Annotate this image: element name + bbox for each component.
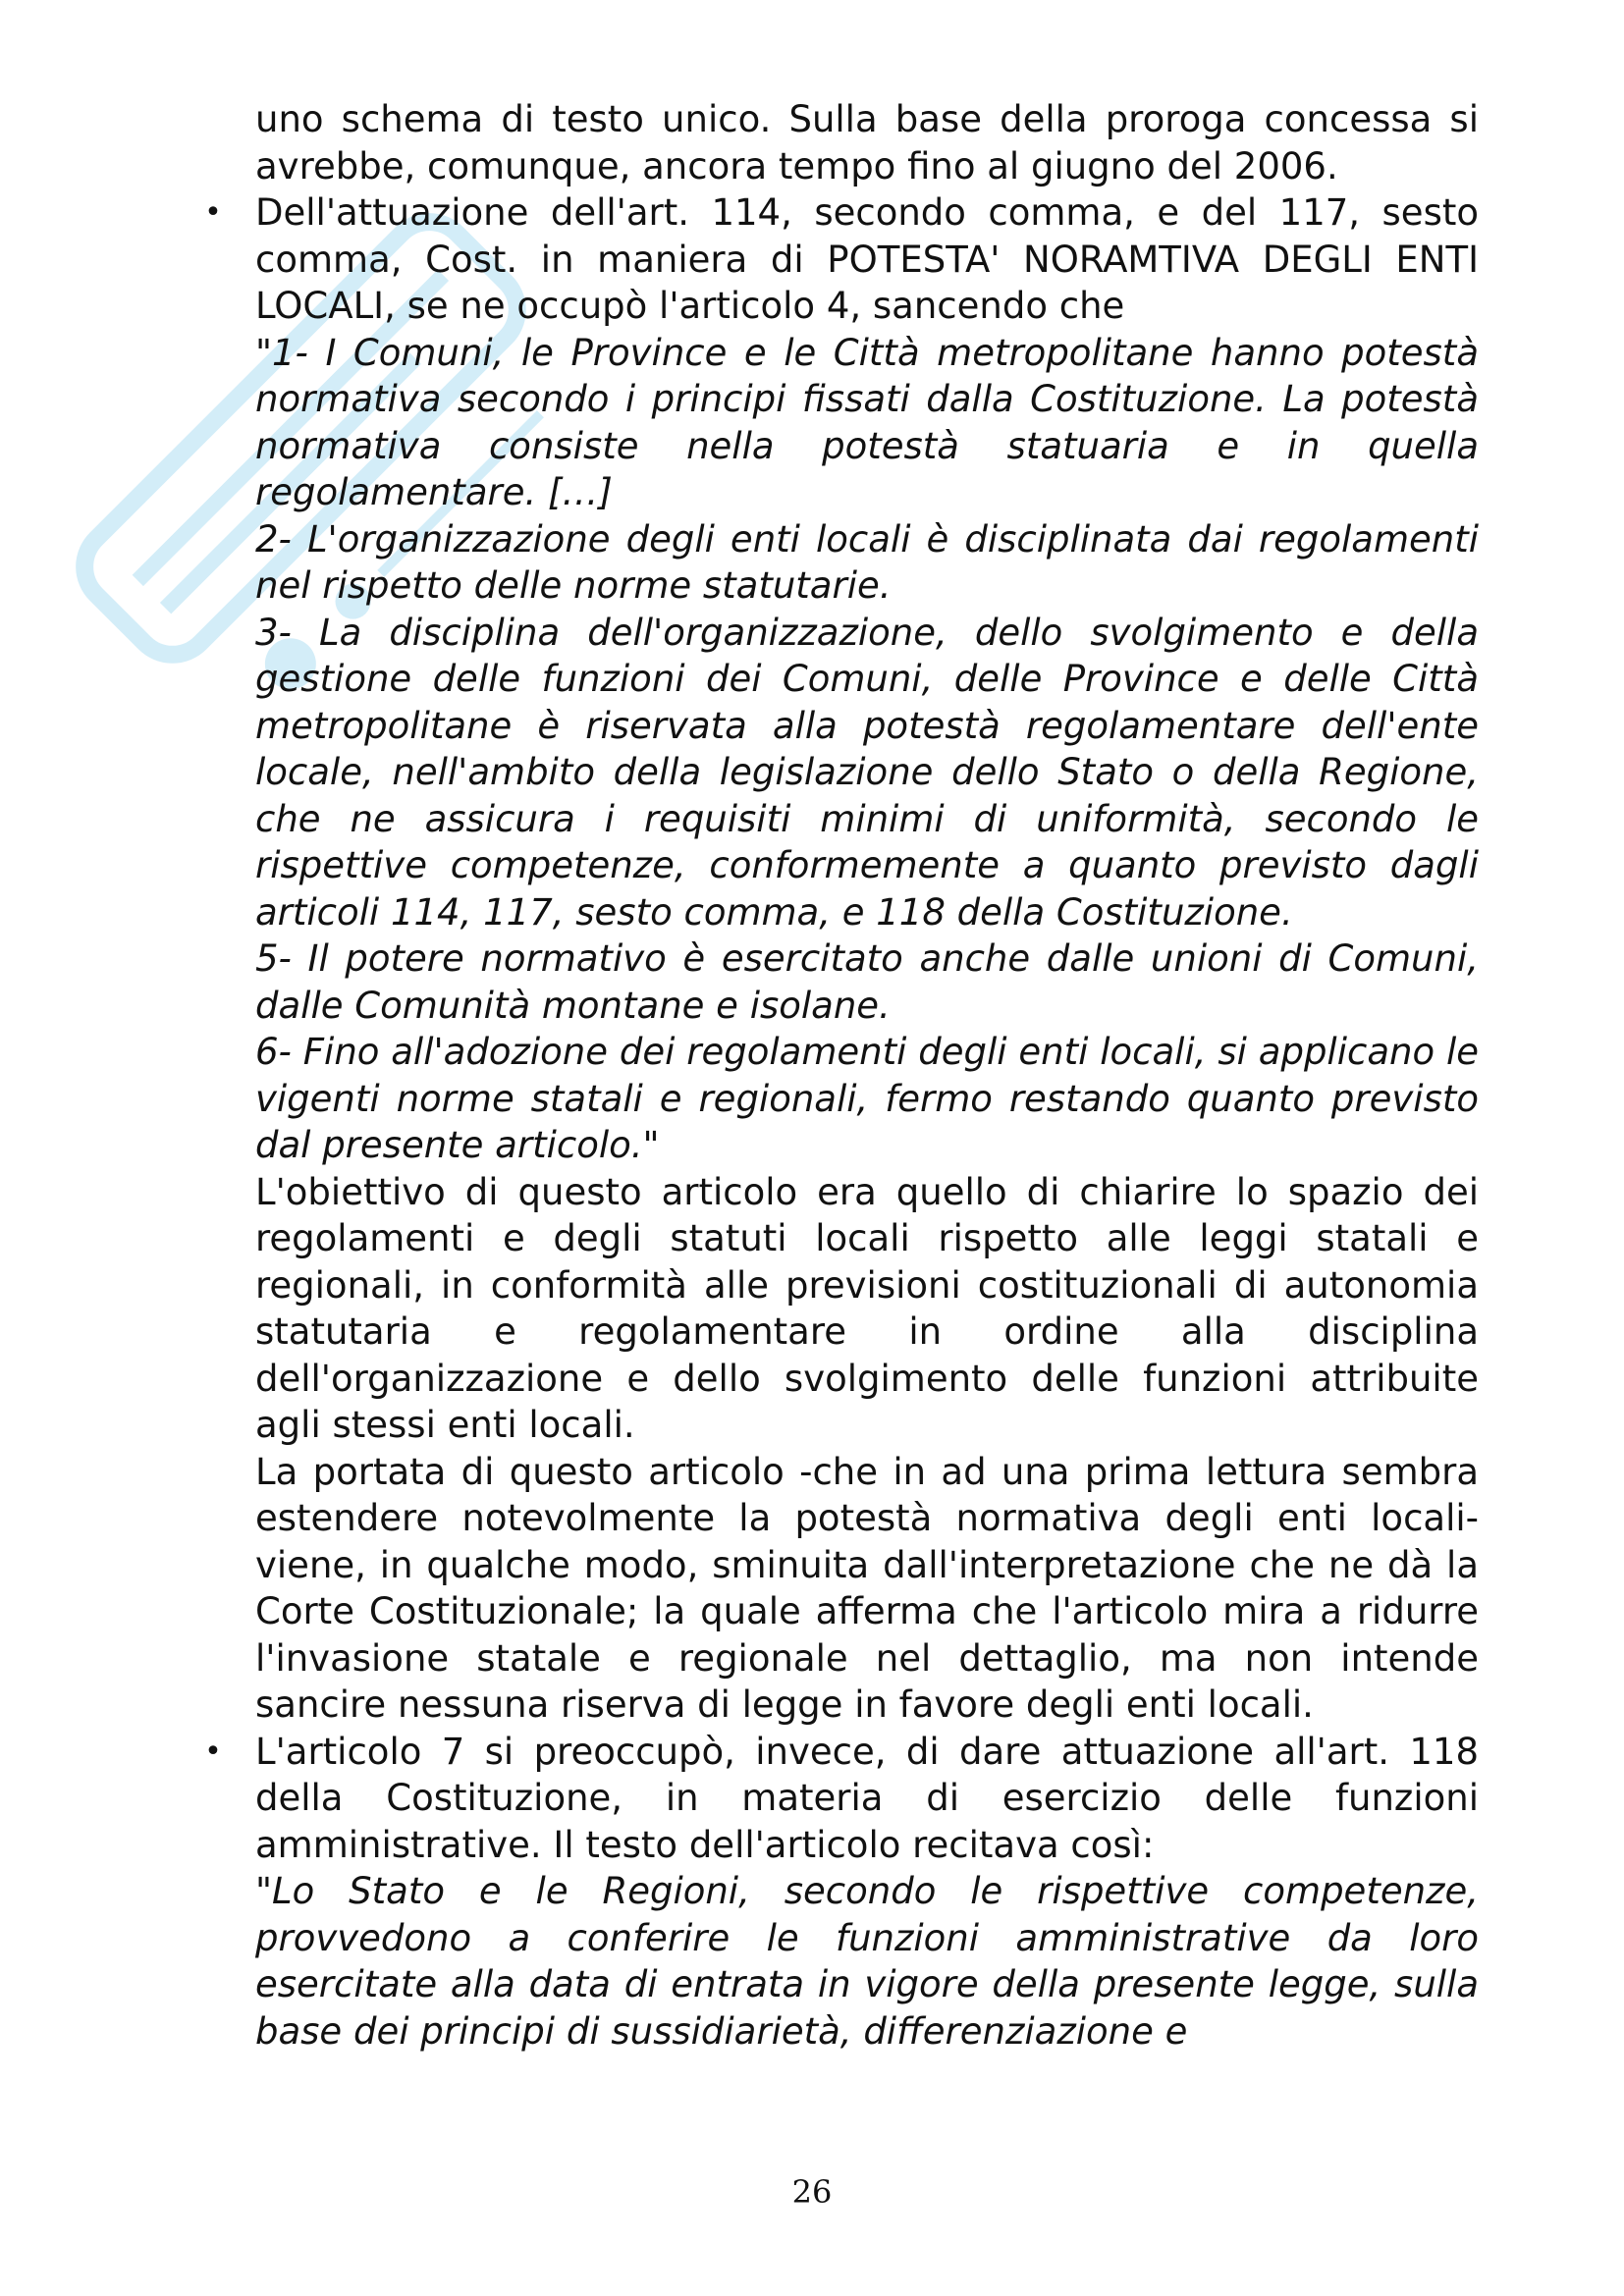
article-7-intro: L'articolo 7 si preoccupò, invece, di dare attuazione all'art. 118 della Costituzione, in materia di esercizio delle funzioni amministrative. Il testo dell'articolo recitava così: bbox=[255, 1730, 1479, 1866]
continuation-paragraph: uno schema di testo unico. Sulla base della proroga concessa si avrebbe, comunque, ancora tempo fino al giugno del 2006. bbox=[255, 98, 1479, 187]
article-4-commentary-2: La portata di questo articolo -che in ad una prima lettura sembra estendere notevolmente la potestà normativa degli enti locali- viene, in qualche modo, sminuita dall'interpretazione che ne dà la Corte Costituzionale; la quale afferma che l'articolo mira a ridurre l'invasione statale e regionale nel dettaglio, ma non intende sancire nessuna riserva di legge in favore degli enti locali. bbox=[255, 1450, 1479, 1726]
bullet-icon: • bbox=[204, 1734, 222, 1769]
page-number: 26 bbox=[791, 2173, 833, 2211]
article-7-quote: "Lo Stato e le Regioni, secondo le rispettive competenze, provvedono a conferire le funzioni amministrative da loro esercitate alla data di entrata in vigore della presente legge, sulla base dei principi di sussidiarietà, differenziazione e bbox=[255, 1870, 1479, 2053]
article-4-quote-3: 3- La disciplina dell'organizzazione, dello svolgimento e della gestione delle funzioni dei Comuni, delle Province e delle Città metropolitane è riservata alla potestà regolamentare dell'ente locale, nell'ambito della legislazione dello Stato o della Regione, che ne assicura i requisiti minimi di uniformità, secondo le rispettive competenze, conformemente a quanto previsto dagli articoli 114, 117, sesto comma, e 118 della Costituzione. bbox=[255, 611, 1479, 934]
article-4-quote-5: 5- Il potere normativo è esercitato anche dalle unioni di Comuni, dalle Comunità montane e isolane. bbox=[255, 937, 1479, 1027]
article-4-quote-6: 6- Fino all'adozione dei regolamenti degli enti locali, si applicano le vigenti norme statali e regionali, fermo restando quanto previsto dal presente articolo." bbox=[255, 1031, 1479, 1166]
article-4-commentary-1: L'obiettivo di questo articolo era quello di chiarire lo spazio dei regolamenti e degli statuti locali rispetto alle leggi statali e regionali, in conformità alle previsioni costituzionali di autonomia statutaria e regolamentare in ordine alla disciplina dell'organizzazione e dello svolgimento delle funzioni attribuite agli stessi enti locali. bbox=[255, 1170, 1479, 1446]
list-item-article-4 bbox=[204, 189, 1479, 1729]
article-4-intro: Dell'attuazione dell'art. 114, secondo comma, e del 117, sesto comma, Cost. in maniera di POTESTA' NORAMTIVA DEGLI ENTI LOCALI, se ne occupò l'articolo 4, sancendo che bbox=[255, 191, 1479, 327]
document-body bbox=[204, 96, 1479, 2055]
article-4-quote-2: 2- L'organizzazione degli enti locali è disciplinata dai regolamenti nel rispetto delle norme statutarie. bbox=[255, 517, 1479, 607]
list-item-article-7 bbox=[204, 1729, 1479, 2056]
article-4-quote-1: "1- I Comuni, le Province e le Città metropolitane hanno potestà normativa secondo i principi fissati dalla Costituzione. La potestà normativa consiste nella potestà statuaria e in quella regolamentare. […] bbox=[255, 331, 1479, 513]
bullet-icon: • bbox=[204, 195, 222, 230]
